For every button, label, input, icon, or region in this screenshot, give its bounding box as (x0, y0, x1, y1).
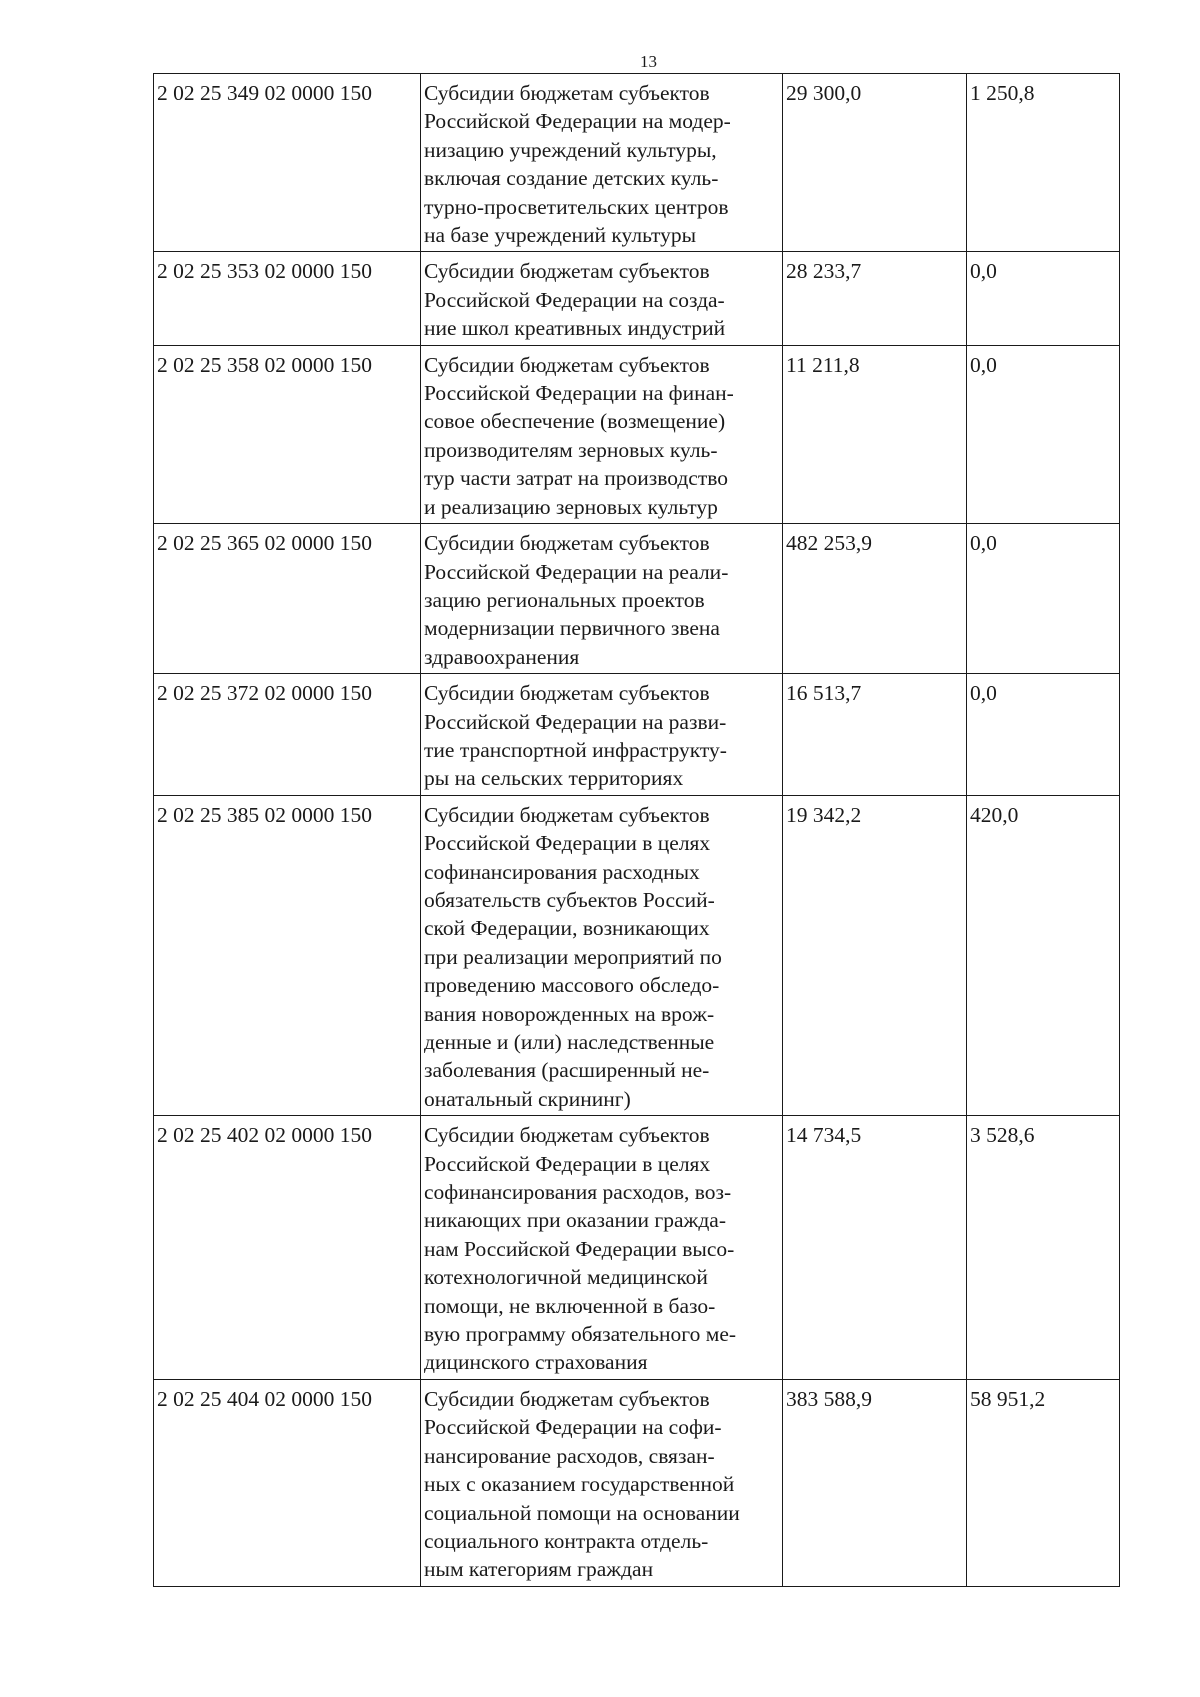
amount-cell-secondary: 58 951,2 (967, 1379, 1120, 1586)
amount-cell: 16 513,7 (783, 674, 967, 796)
description-line: вания новорожденных на врож- (424, 1001, 715, 1026)
description-line: модернизации первичного звена (424, 616, 720, 641)
description-line: тие транспортной инфраструкту- (424, 737, 727, 762)
table-row (154, 674, 1120, 796)
description-line: Российской Федерации в целях (424, 1151, 711, 1176)
amount-cell-secondary: 420,0 (967, 795, 1120, 1115)
budget-code-cell: 2 02 25 365 02 0000 150 (154, 524, 421, 674)
description-line: Российской Федерации на софи- (424, 1415, 722, 1440)
budget-code-cell: 2 02 25 358 02 0000 150 (154, 345, 421, 523)
description-line: Российской Федерации на финан- (424, 381, 734, 406)
description-line: здравоохранения (424, 644, 580, 669)
budget-code-cell: 2 02 25 402 02 0000 150 (154, 1116, 421, 1380)
description-line: Российской Федерации в целях (424, 831, 711, 856)
description-line: нансирование расходов, связан- (424, 1443, 715, 1468)
description-line: никающих при оказании гражда- (424, 1208, 727, 1233)
description-line: софинансирования расходов, воз- (424, 1180, 732, 1205)
description-line: софинансирования расходных (424, 859, 700, 884)
budget-table (153, 73, 1120, 1587)
description-line: зацию региональных проектов (424, 587, 705, 612)
description-line: совое обеспечение (возмещение) (424, 409, 726, 434)
description-line: тур части затрат на производство (424, 466, 729, 491)
description-line: обязательств субъектов Россий- (424, 887, 715, 912)
description-line: котехнологичной медицинской (424, 1265, 708, 1290)
page-number: 13 (640, 52, 657, 71)
budget-code-cell: 2 02 25 349 02 0000 150 (154, 74, 421, 252)
description-line: Российской Федерации на модер- (424, 109, 731, 134)
amount-cell-secondary: 0,0 (967, 252, 1120, 345)
amount-cell-secondary: 0,0 (967, 345, 1120, 523)
description-line: помощи, не включенной в базо- (424, 1293, 716, 1318)
description-line: социального контракта отдель- (424, 1528, 709, 1553)
description-line: денные и (или) наследственные (424, 1030, 715, 1054)
description-cell (421, 74, 783, 252)
description-cell (421, 795, 783, 1115)
amount-cell: 14 734,5 (783, 1116, 967, 1380)
table-row (154, 1379, 1120, 1586)
amount-cell: 29 300,0 (783, 74, 967, 252)
description-line: и реализацию зерновых культур (424, 494, 718, 519)
table-row (154, 252, 1120, 345)
description-cell (421, 345, 783, 523)
description-line: включая создание детских куль- (424, 166, 719, 191)
description-line: дицинского страхования (424, 1350, 648, 1375)
description-line: Субсидии бюджетам субъектов (424, 681, 710, 706)
amount-cell-secondary: 3 528,6 (967, 1116, 1120, 1380)
description-line: Субсидии бюджетам субъектов (424, 1386, 710, 1411)
table-row (154, 345, 1120, 523)
description-line: ние школ креативных индустрий (424, 316, 726, 341)
amount-cell: 482 253,9 (783, 524, 967, 674)
description-line: онатальный скрининг) (424, 1086, 631, 1111)
description-cell (421, 674, 783, 796)
description-line: Субсидии бюджетам субъектов (424, 259, 710, 284)
description-line: социальной помощи на основании (424, 1500, 740, 1525)
description-line: Российской Федерации на реали- (424, 559, 729, 584)
amount-cell: 383 588,9 (783, 1379, 967, 1586)
description-line: ным категориям граждан (424, 1557, 654, 1582)
description-line: турно-просветительских центров (424, 194, 729, 219)
budget-code-cell: 2 02 25 385 02 0000 150 (154, 795, 421, 1115)
budget-table-body (154, 74, 1120, 1587)
table-row (154, 74, 1120, 252)
description-line: Субсидии бюджетам субъектов (424, 81, 710, 105)
description-line: производителям зерновых куль- (424, 437, 718, 462)
description-line: низацию учреждений культуры, (424, 137, 717, 162)
amount-cell: 11 211,8 (783, 345, 967, 523)
description-line: ской Федерации, возникающих (424, 916, 710, 941)
description-line: Субсидии бюджетам субъектов (424, 802, 710, 827)
description-line: Субсидии бюджетам субъектов (424, 1123, 710, 1148)
budget-code-cell: 2 02 25 353 02 0000 150 (154, 252, 421, 345)
description-line: Субсидии бюджетам субъектов (424, 352, 710, 377)
description-line: Российской Федерации на созда- (424, 287, 725, 312)
amount-cell-secondary: 0,0 (967, 524, 1120, 674)
amount-cell: 28 233,7 (783, 252, 967, 345)
table-row (154, 524, 1120, 674)
description-line: заболевания (расширенный не- (424, 1058, 710, 1083)
description-line: Субсидии бюджетам субъектов (424, 531, 710, 556)
amount-cell-secondary: 0,0 (967, 674, 1120, 796)
description-cell (421, 252, 783, 345)
description-line: вую программу обязательного ме- (424, 1322, 737, 1347)
description-cell (421, 1116, 783, 1380)
table-row (154, 1116, 1120, 1380)
description-line: на базе учреждений культуры (424, 223, 697, 248)
amount-cell-secondary: 1 250,8 (967, 74, 1120, 252)
description-line: проведению массового обследо- (424, 973, 720, 998)
description-line: при реализации мероприятий по (424, 944, 722, 969)
description-cell (421, 1379, 783, 1586)
budget-code-cell: 2 02 25 404 02 0000 150 (154, 1379, 421, 1586)
budget-code-cell: 2 02 25 372 02 0000 150 (154, 674, 421, 796)
description-line: ных с оказанием государственной (424, 1472, 735, 1497)
description-line: Российской Федерации на разви- (424, 709, 727, 734)
description-line: ры на сельских территориях (424, 766, 684, 791)
description-cell (421, 524, 783, 674)
amount-cell: 19 342,2 (783, 795, 967, 1115)
description-line: нам Российской Федерации высо- (424, 1236, 735, 1261)
table-row (154, 795, 1120, 1115)
